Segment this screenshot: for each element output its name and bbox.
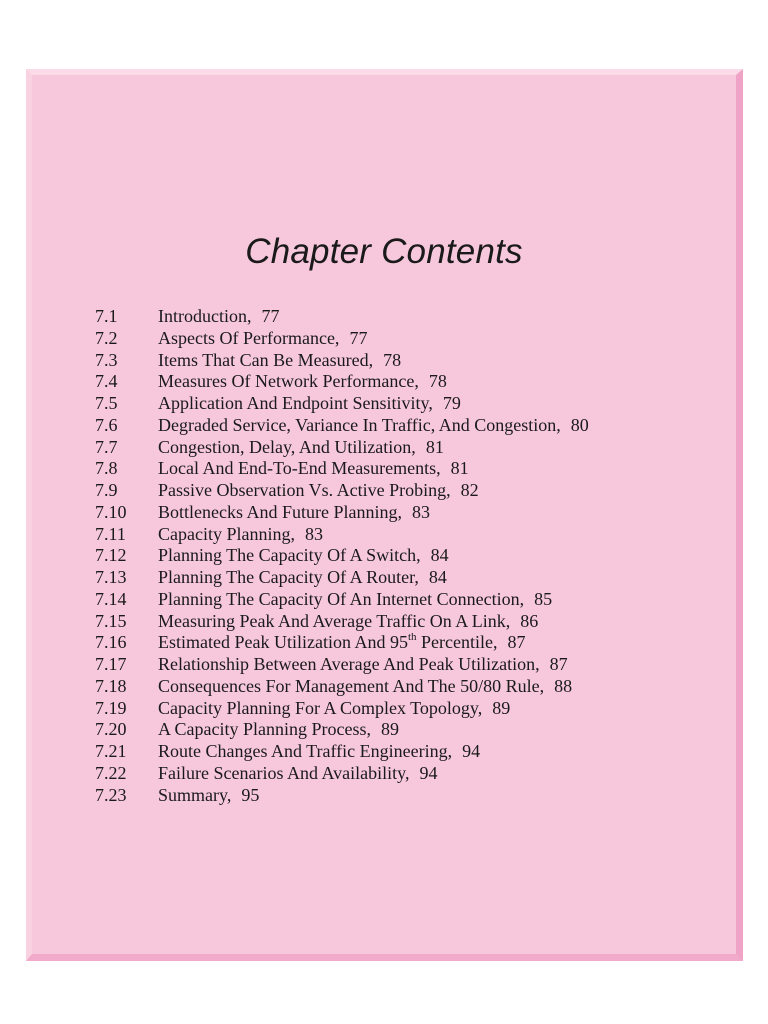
section-title [158, 632, 498, 654]
toc-entry [95, 763, 735, 785]
section-title: A Capacity Planning Process, [158, 719, 371, 740]
section-title: Bottlenecks And Future Planning, [158, 501, 402, 522]
toc-entry [95, 480, 735, 502]
page-number: 82 [460, 480, 479, 500]
section-number: 7.4 [95, 371, 118, 392]
section-title: Congestion, Delay, And Utilization, [158, 436, 416, 457]
section-number: 7.18 [95, 675, 127, 696]
toc-entry [95, 676, 735, 698]
section-number: 7.6 [95, 414, 118, 435]
section-number: 7.15 [95, 610, 127, 631]
toc-entry [95, 611, 735, 633]
section-number: 7.23 [95, 784, 127, 805]
chapter-title: Chapter Contents [245, 232, 523, 271]
section-number: 7.16 [95, 632, 127, 653]
section-number: 7.5 [95, 393, 118, 413]
page-number: 77 [261, 306, 280, 326]
page-number: 84 [428, 567, 447, 587]
section-number: 7.1 [95, 306, 118, 326]
section-title: Capacity Planning For A Complex Topology, [158, 697, 483, 718]
page-number: 81 [450, 458, 469, 479]
section-number: 7.21 [95, 741, 127, 761]
section-number: 7.13 [95, 567, 127, 587]
toc-entry [95, 567, 735, 589]
section-number: 7.11 [95, 523, 126, 544]
toc-entry [95, 719, 735, 741]
section-title: Planning The Capacity Of A Router, [158, 567, 419, 587]
section-title: Relationship Between Average And Peak Utilization, [158, 654, 540, 674]
page-number: 80 [570, 414, 589, 435]
toc-entry [95, 371, 735, 393]
section-number: 7.7 [95, 436, 118, 457]
section-title-text: Percentile, [416, 632, 498, 653]
page-number: 84 [430, 545, 449, 566]
page-number: 89 [380, 719, 399, 740]
section-title: Items That Can Be Measured, [158, 349, 374, 370]
section-title: Route Changes And Traffic Engineering, [158, 741, 453, 761]
page-number: 77 [349, 327, 368, 348]
section-title: Consequences For Management And The 50/80 Rule, [158, 675, 545, 696]
section-title: Measures Of Network Performance, [158, 371, 419, 392]
page-number: 87 [549, 654, 568, 674]
section-title: Introduction, [158, 306, 252, 326]
section-title: Degraded Service, Variance In Traffic, And Congestion, [158, 414, 561, 435]
section-number: 7.3 [95, 349, 118, 370]
page-number: 85 [534, 588, 553, 609]
page-number: 83 [411, 501, 430, 522]
toc-entry [95, 545, 735, 567]
page-number: 95 [241, 784, 260, 805]
section-title: Planning The Capacity Of An Internet Connection, [158, 588, 525, 609]
toc-entry [95, 785, 735, 807]
toc-list [95, 306, 735, 806]
toc-entry [95, 350, 735, 372]
toc-entry [95, 654, 735, 676]
toc-entry [95, 589, 735, 611]
page-number: 79 [442, 393, 461, 413]
toc-entry [95, 328, 735, 350]
page-number: 94 [419, 762, 438, 783]
toc-entry [95, 741, 735, 763]
page-number: 83 [304, 523, 323, 544]
section-number: 7.20 [95, 719, 127, 740]
page-number: 89 [492, 697, 511, 718]
section-title: Capacity Planning, [158, 523, 295, 544]
section-title: Application And Endpoint Sensitivity, [158, 393, 433, 413]
toc-entry [95, 393, 735, 415]
toc-entry [95, 437, 735, 459]
page-number: 78 [428, 371, 447, 392]
section-title: Measuring Peak And Average Traffic On A Link, [158, 610, 511, 631]
section-number: 7.8 [95, 458, 118, 479]
page-number: 86 [520, 610, 539, 631]
toc-entry [95, 458, 735, 480]
section-title: Aspects Of Performance, [158, 327, 340, 348]
toc-entry [95, 502, 735, 524]
page-number: 81 [425, 436, 444, 457]
toc-entry [95, 524, 735, 546]
page-number: 94 [462, 741, 481, 761]
section-title: Planning The Capacity Of A Switch, [158, 545, 421, 566]
section-title-text: Estimated Peak Utilization And 95 [158, 632, 408, 653]
section-title: Summary, [158, 784, 232, 805]
section-title: Passive Observation Vs. Active Probing, [158, 480, 451, 500]
section-number: 7.14 [95, 588, 127, 609]
page-number: 78 [383, 349, 402, 370]
page-number: 88 [554, 675, 573, 696]
ordinal-suffix: th [407, 631, 417, 644]
section-number: 7.10 [95, 501, 127, 522]
section-number: 7.9 [95, 480, 118, 500]
page-number: 87 [507, 632, 526, 653]
toc-entry [95, 415, 735, 437]
section-number: 7.19 [95, 697, 127, 718]
section-number: 7.2 [95, 327, 118, 348]
section-number: 7.17 [95, 654, 127, 674]
section-number: 7.12 [95, 545, 127, 566]
toc-entry [95, 698, 735, 720]
section-number: 7.22 [95, 762, 127, 783]
section-title: Failure Scenarios And Availability, [158, 762, 410, 783]
section-title: Local And End-To-End Measurements, [158, 458, 441, 479]
toc-entry [95, 306, 735, 328]
toc-entry [95, 632, 735, 654]
